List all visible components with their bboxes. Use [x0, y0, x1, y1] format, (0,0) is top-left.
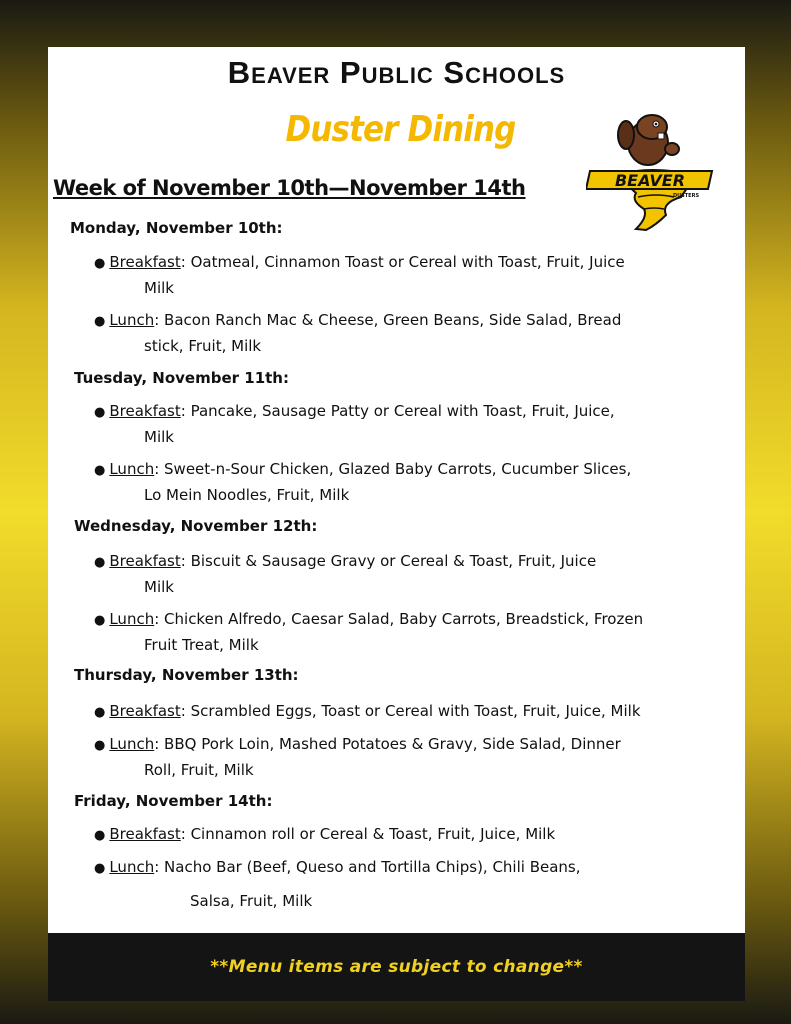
logo-text: BEAVER: [614, 171, 686, 190]
monday-lunch: ● Lunch: Bacon Ranch Mac & Cheese, Green Beans, Side Salad, Bread stick, Fruit, Milk: [94, 311, 622, 355]
day-heading-friday: Friday, November 14th:: [74, 792, 273, 810]
logo-subtext: DUSTERS: [672, 193, 700, 199]
day-heading-wednesday: Wednesday, November 12th:: [74, 517, 318, 535]
bullet-icon: ●: [94, 828, 106, 843]
bullet-icon: ●: [94, 705, 106, 720]
day-heading-monday: Monday, November 10th:: [70, 219, 283, 237]
wednesday-breakfast: ● Breakfast: Biscuit & Sausage Gravy or Cereal & Toast, Fruit, Juice Milk: [94, 552, 597, 596]
bullet-icon: ●: [94, 861, 106, 876]
beaver-logo: [586, 105, 716, 235]
bullet-icon: ●: [94, 738, 106, 753]
bullet-icon: ●: [94, 314, 106, 329]
tuesday-breakfast: ● Breakfast: Pancake, Sausage Patty or Cereal with Toast, Fruit, Juice, Milk: [94, 402, 615, 446]
tuesday-lunch: ● Lunch: Sweet-n-Sour Chicken, Glazed Baby Carrots, Cucumber Slices, Lo Mein Noodles, Fruit, Milk: [94, 460, 632, 504]
thursday-breakfast: ● Breakfast: Scrambled Eggs, Toast or Cereal with Toast, Fruit, Juice, Milk: [94, 702, 641, 720]
week-title: Week of November 10th—November 14th: [53, 176, 526, 200]
bullet-icon: ●: [94, 463, 106, 478]
menu-page: [48, 47, 745, 933]
footer-note: **Menu items are subject to change**: [210, 957, 583, 977]
dining-title: Duster Dining: [285, 109, 516, 150]
day-heading-thursday: Thursday, November 13th:: [74, 666, 299, 684]
monday-breakfast: ● Breakfast: Oatmeal, Cinnamon Toast or Cereal with Toast, Fruit, Juice Milk: [94, 253, 625, 297]
day-heading-tuesday: Tuesday, November 11th:: [74, 369, 289, 387]
friday-breakfast: ● Breakfast: Cinnamon roll or Cereal & Toast, Fruit, Juice, Milk: [94, 825, 556, 843]
friday-lunch: ● Lunch: Nacho Bar (Beef, Queso and Tortilla Chips), Chili Beans, Salsa, Fruit, Milk: [94, 858, 581, 910]
wednesday-lunch: ● Lunch: Chicken Alfredo, Caesar Salad, Baby Carrots, Breadstick, Frozen Fruit Treat, Milk: [94, 610, 644, 654]
thursday-lunch: ● Lunch: BBQ Pork Loin, Mashed Potatoes & Gravy, Side Salad, Dinner Roll, Fruit, Milk: [94, 735, 621, 779]
footer-bar: [48, 933, 745, 1001]
bullet-icon: ●: [94, 256, 106, 271]
bullet-icon: ●: [94, 555, 106, 570]
bullet-icon: ●: [94, 613, 106, 628]
school-title: Beaver Public Schools: [227, 55, 566, 90]
bullet-icon: ●: [94, 405, 106, 420]
